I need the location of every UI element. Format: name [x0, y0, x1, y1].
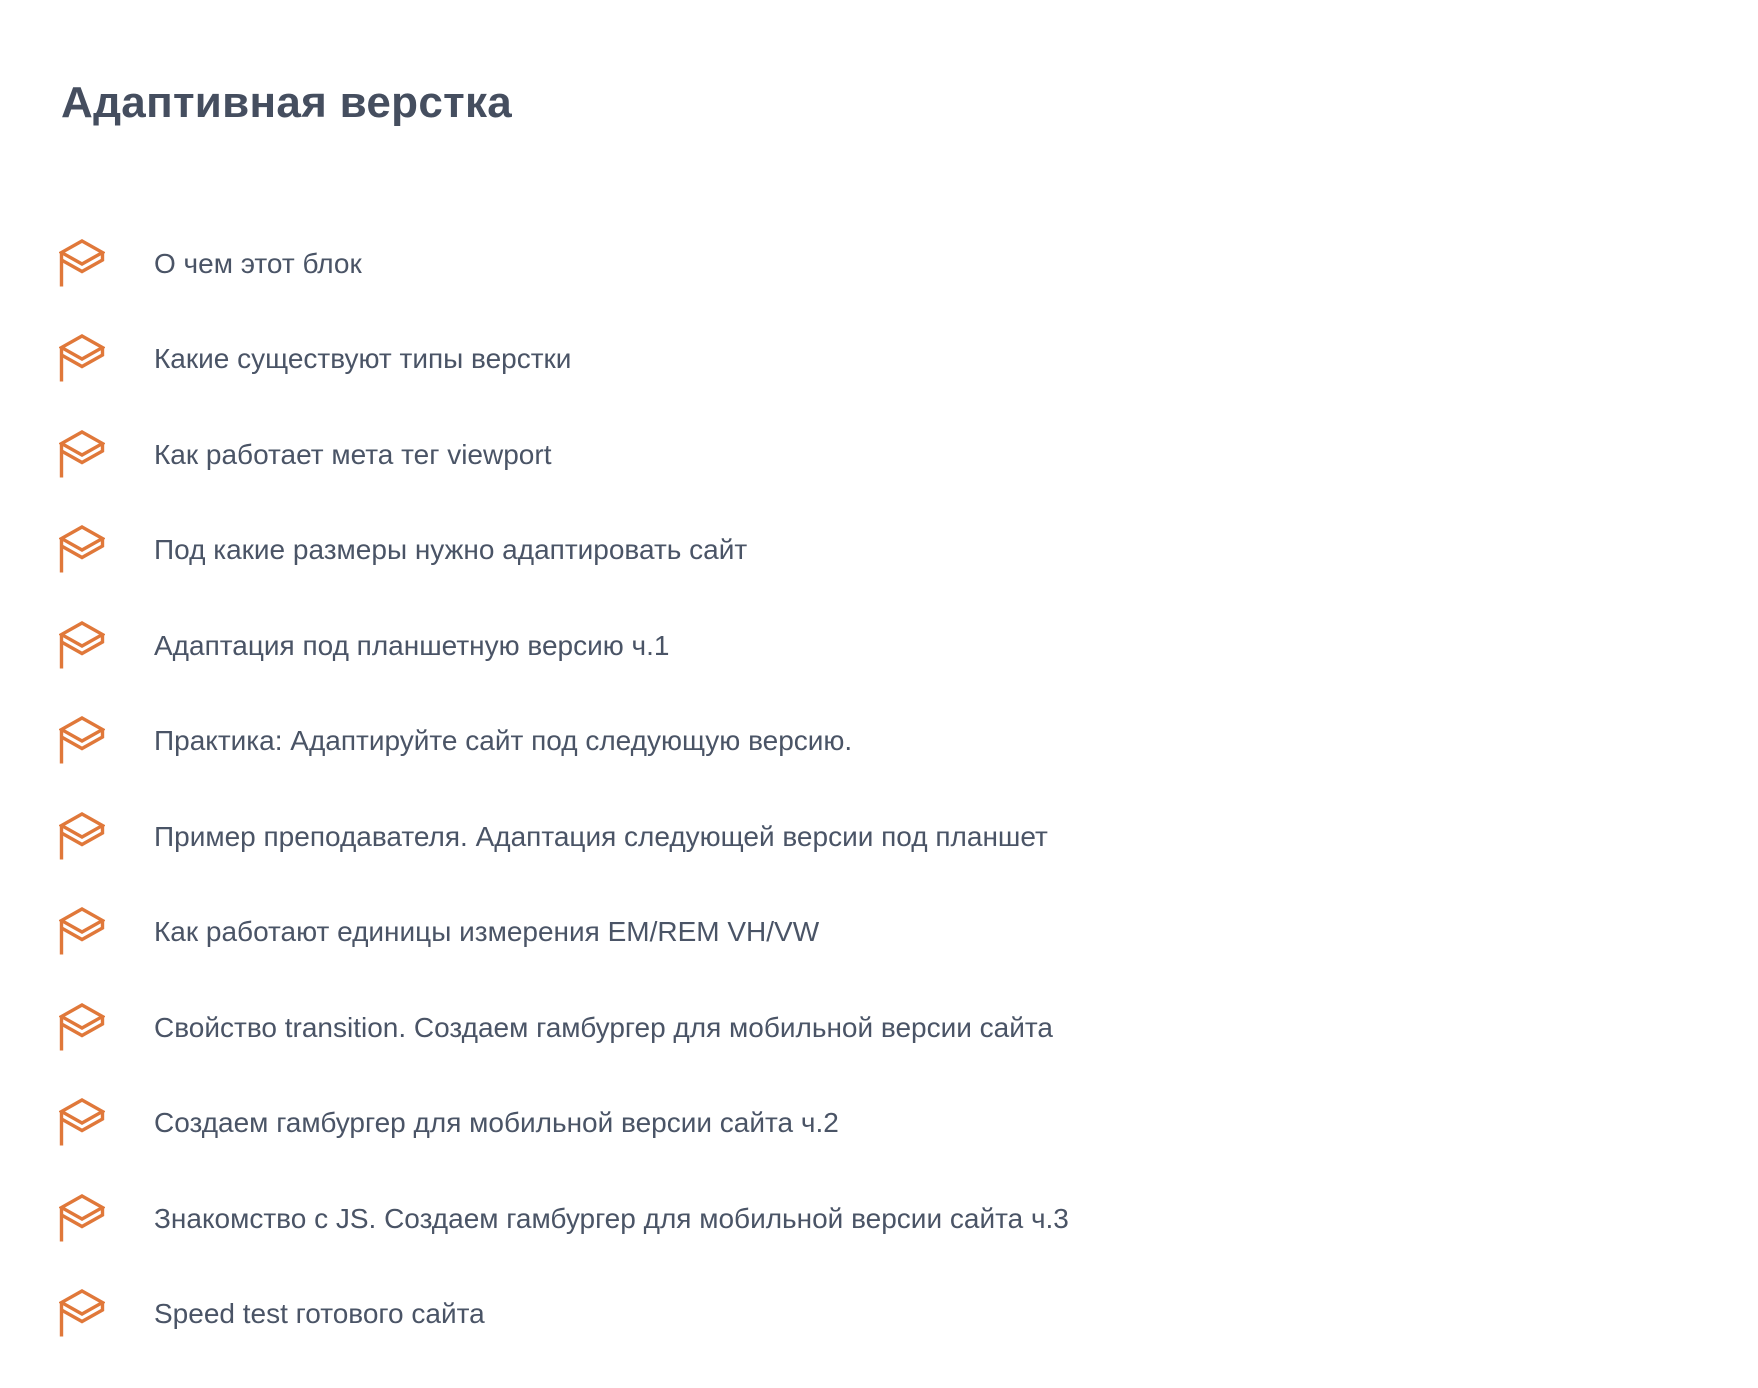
lesson-item[interactable] — [59, 312, 1758, 408]
lesson-title: Создаем гамбургер для мобильной версии сайта ч.2 — [154, 1107, 839, 1139]
lesson-item[interactable] — [59, 694, 1758, 790]
lesson-item[interactable] — [59, 503, 1758, 599]
module-title: Адаптивная верстка — [61, 78, 513, 127]
graduation-cap-icon — [59, 238, 105, 290]
graduation-cap-icon — [59, 333, 105, 385]
lesson-list — [59, 216, 1758, 1362]
graduation-cap-icon — [59, 1193, 105, 1245]
lesson-title: Под какие размеры нужно адаптировать сайт — [154, 534, 748, 566]
lesson-title: Speed test готового сайта — [154, 1298, 485, 1330]
lesson-item[interactable] — [59, 216, 1758, 312]
lesson-item[interactable] — [59, 885, 1758, 981]
lesson-item[interactable] — [59, 1171, 1758, 1267]
graduation-cap-icon — [59, 715, 105, 767]
graduation-cap-icon — [59, 1288, 105, 1340]
lesson-title: Свойство transition. Создаем гамбургер для мобильной версии сайта — [154, 1011, 1053, 1043]
lesson-title: Практика: Адаптируйте сайт под следующую версию. — [154, 725, 853, 757]
graduation-cap-icon — [59, 524, 105, 576]
graduation-cap-icon — [59, 811, 105, 863]
graduation-cap-icon — [59, 1002, 105, 1054]
lesson-item[interactable] — [59, 407, 1758, 503]
lesson-title: Знакомство с JS. Создаем гамбургер для мобильной версии сайта ч.3 — [154, 1202, 1069, 1234]
lesson-title: О чем этот блок — [154, 247, 362, 279]
graduation-cap-icon — [59, 1097, 105, 1149]
graduation-cap-icon — [59, 429, 105, 481]
lesson-item[interactable] — [59, 789, 1758, 885]
graduation-cap-icon — [59, 906, 105, 958]
lesson-title: Как работает мета тег viewport — [154, 438, 552, 470]
lesson-title: Пример преподавателя. Адаптация следующей версии под планшет — [154, 820, 1048, 852]
lesson-item[interactable] — [59, 980, 1758, 1076]
lesson-item[interactable] — [59, 1076, 1758, 1172]
lesson-title: Адаптация под планшетную версию ч.1 — [154, 629, 670, 661]
lesson-item[interactable] — [59, 1267, 1758, 1363]
lesson-item[interactable] — [59, 598, 1758, 694]
graduation-cap-icon — [59, 620, 105, 672]
lesson-title: Какие существуют типы верстки — [154, 343, 572, 375]
lesson-title: Как работают единицы измерения EM/REM VH/VW — [154, 916, 820, 948]
